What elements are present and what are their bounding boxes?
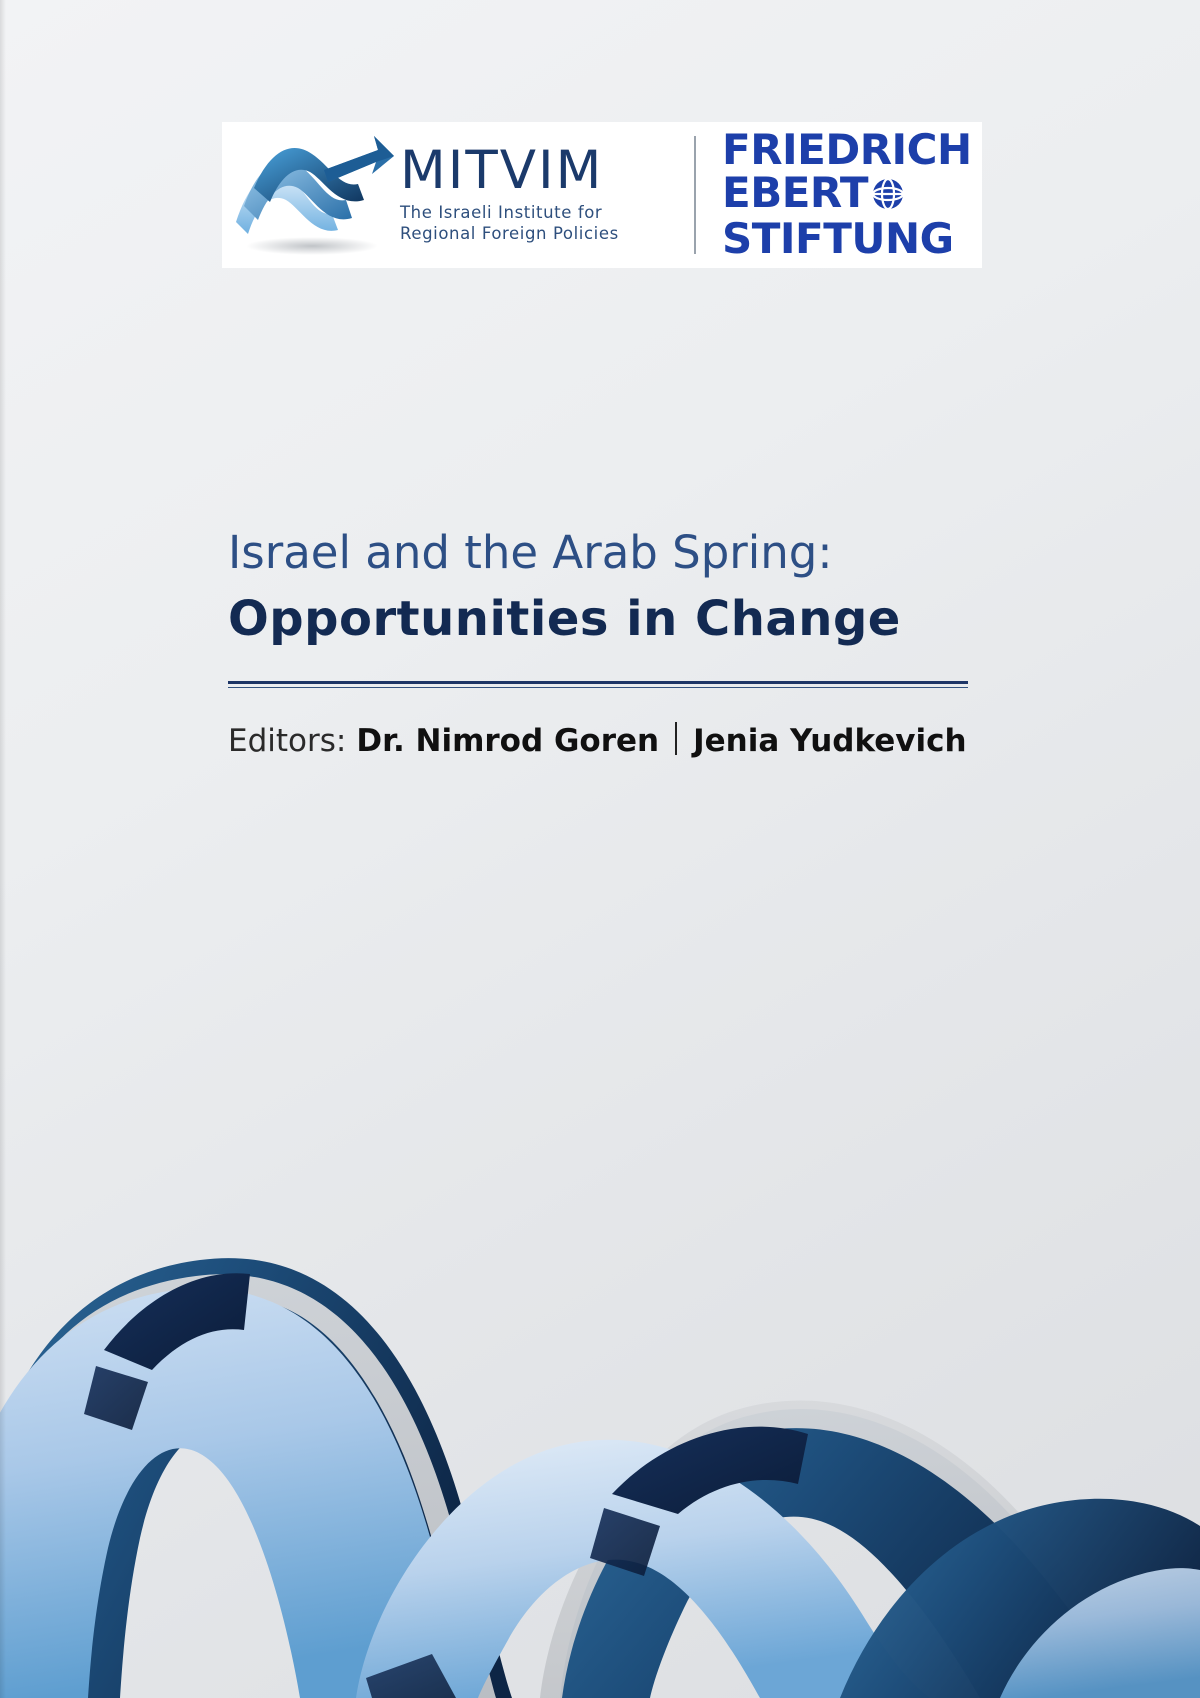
mitvim-wordmark-block <box>396 139 619 245</box>
title-block <box>228 528 972 759</box>
page-title-line-1: Israel and the Arab Spring: <box>228 526 833 579</box>
fes-line-2: EBERT <box>722 167 868 217</box>
editors-label: Editors: <box>228 722 347 759</box>
divider-thin <box>228 687 968 688</box>
fes-line-3: STIFTUNG <box>722 214 954 264</box>
editors-separator <box>675 722 677 755</box>
logo-divider <box>694 136 696 254</box>
mitvim-waves-arrow-icon <box>228 130 396 260</box>
page-title-line-2: Opportunities in Change <box>228 590 901 647</box>
mitvim-logo <box>222 122 684 268</box>
fes-line-1: FRIEDRICH <box>722 124 972 174</box>
blue-ribbon-waves-graphic <box>0 978 1200 1698</box>
fes-logo <box>722 122 980 268</box>
editors-line <box>228 718 972 759</box>
mitvim-wordmark: MITVIM <box>400 139 604 201</box>
mitvim-subtitle-line2: Regional Foreign Policies <box>400 224 619 244</box>
divider-thick <box>228 681 968 684</box>
mitvim-subtitle-line1: The Israeli Institute for <box>400 202 603 222</box>
editor-name-1: Dr. Nimrod Goren <box>356 722 660 759</box>
logo-band <box>222 122 982 268</box>
globe-icon <box>870 176 906 219</box>
title-divider <box>228 681 968 688</box>
page-edge-shadow <box>0 0 6 1698</box>
editor-name-2: Jenia Yudkevich <box>693 722 967 759</box>
